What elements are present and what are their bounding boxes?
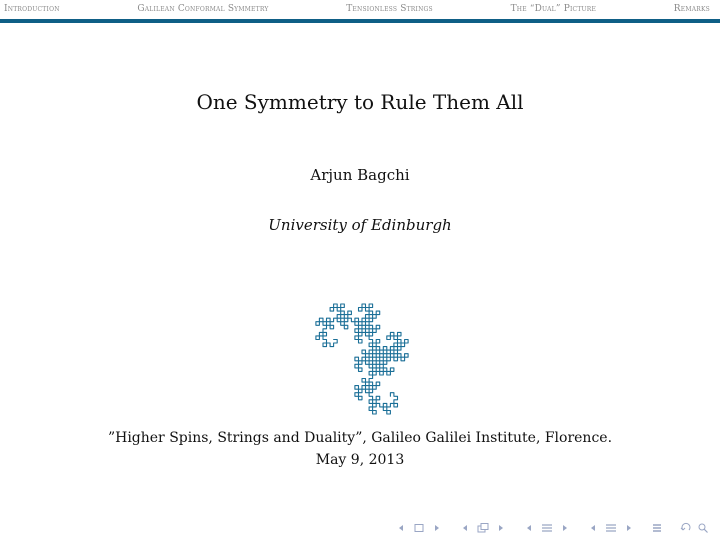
presentation-date: May 9, 2013 (315, 452, 405, 468)
search-icon[interactable] (696, 522, 710, 534)
nav-item-galilean-conformal-symmetry[interactable]: Galilean Conformal Symmetry (137, 4, 269, 14)
conference-line: ”Higher Spins, Strings and Duality”, Galileo Galilei Institute, Florence. (107, 430, 613, 446)
nav-item-tensionless-strings[interactable]: Tensionless Strings (346, 4, 433, 14)
next-arrow-icon[interactable] (494, 522, 508, 534)
author-name: Arjun Bagchi (310, 166, 410, 184)
institute-name: University of Edinburgh (268, 216, 452, 234)
header-rule (0, 19, 720, 23)
nav-item-remarks[interactable]: Remarks (673, 4, 710, 14)
prev-arrow-icon[interactable] (458, 522, 472, 534)
back-icon[interactable] (678, 522, 692, 534)
section-navigation-bar (0, 0, 720, 18)
section-icon[interactable] (604, 522, 618, 534)
dragon-curve-fractal-logo (276, 300, 448, 418)
toc-icon[interactable] (650, 522, 664, 534)
next-arrow-icon[interactable] (622, 522, 636, 534)
prev-arrow-icon[interactable] (394, 522, 408, 534)
next-arrow-icon[interactable] (430, 522, 444, 534)
slide-title: One Symmetry to Rule Them All (196, 90, 524, 114)
nav-item-introduction[interactable]: Introduction (4, 4, 60, 14)
next-arrow-icon[interactable] (558, 522, 572, 534)
section-icon[interactable] (540, 522, 554, 534)
fractal-curve (316, 304, 408, 414)
frame-icon[interactable] (412, 522, 426, 534)
prev-arrow-icon[interactable] (522, 522, 536, 534)
nav-item-dual-picture[interactable]: The “Dual” Picture (510, 4, 597, 14)
prev-arrow-icon[interactable] (586, 522, 600, 534)
subsection-icon[interactable] (476, 522, 490, 534)
beamer-navigation-controls (394, 521, 710, 535)
